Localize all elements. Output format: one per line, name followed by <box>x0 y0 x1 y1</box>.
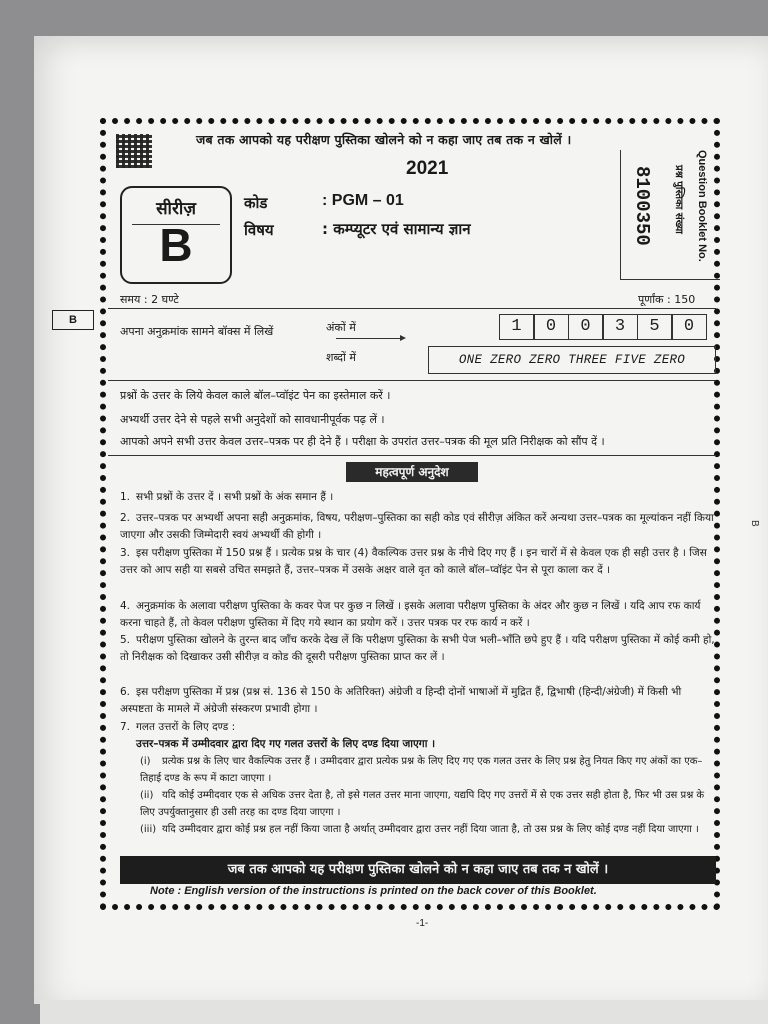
roll-digit[interactable]: 5 <box>637 314 673 340</box>
total-marks: पूर्णांक : 150 <box>638 293 696 306</box>
instruction-text: परीक्षण पुस्तिका खोलने के तुरन्त बाद जाँच करके देख लें कि परीक्षण पुस्तिका के सभी पेज भली–भाँति छपे हुए हैं । यदि परीक्षण पुस्तिका में कोई कमी हो, तो निरीक्षक को दिखाकर उसी सीरीज़ व कोड की दूसरी परीक्षण पुस्तिका प्राप्त कर लें । <box>120 634 715 663</box>
side-series-tab: B <box>52 310 94 330</box>
series-letter: B <box>159 219 193 271</box>
roll-digit[interactable]: 0 <box>671 314 707 340</box>
instruction-number: 3. <box>120 547 131 559</box>
series-box <box>120 186 232 284</box>
qr-code-icon <box>116 134 152 168</box>
instruction-text: उत्तर–पत्रक पर अभ्यर्थी अपना सही अनुक्रमांक, विषय, परीक्षण–पुस्तिका का सही कोड एवं सीरीज़ अंकित करें अन्यथा उत्तर–पत्रक का मूल्यांकन नहीं किया जाएगा और उसकी जिम्मेदारी स्वयं अभ्यर्थी की होगी । <box>120 512 714 541</box>
pre-instruction: अभ्यर्थी उत्तर देने से पहले सभी अनुदेशों को सावधानीपूर्वक पढ़ लें । <box>120 413 385 426</box>
divider <box>108 380 716 381</box>
instruction-text: सभी प्रश्नों के उत्तर दें । सभी प्रश्नों के अंक समान हैं । <box>136 491 334 503</box>
page-edge <box>40 1000 768 1024</box>
important-instructions-banner: महत्वपूर्ण अनुदेश <box>346 462 478 482</box>
penalty-number: (i) <box>140 756 151 767</box>
exam-time: समय : 2 घण्टे <box>120 293 179 306</box>
booklet-label-hi: प्रश्न पुस्तिका संख्या <box>673 165 684 234</box>
instruction-item <box>120 632 716 666</box>
penalty-item <box>140 787 716 821</box>
pre-instruction: आपको अपने सभी उत्तर केवल उत्तर–पत्रक पर ही देने हैं । परीक्षा के उपरांत उत्तर–पत्रक की मूल प्रति निरीक्षक को सौंप दें । <box>120 435 605 448</box>
instruction-item <box>120 598 716 632</box>
subject-label: विषय <box>244 221 274 239</box>
instruction-item <box>120 489 716 506</box>
booklet-number: 8100350 <box>631 166 653 246</box>
penalty-item <box>140 753 716 787</box>
divider <box>108 455 716 456</box>
penalty-title: उत्तर–पत्रक में उम्मीदवार द्वारा दिए गए गलत उत्तरों के लिए दण्ड दिया जाएगा । <box>136 738 436 750</box>
arrow-right-icon <box>336 338 404 339</box>
instruction-item <box>120 684 716 718</box>
booklet-label-en: Question Booklet No. <box>696 150 708 262</box>
instruction-item <box>120 545 716 579</box>
instruction-number: 4. <box>120 600 131 612</box>
instruction-text: इस परीक्षण पुस्तिका में प्रश्न (प्रश्न सं. 136 से 150 के अतिरिक्त) अंग्रेजी व हिन्दी दोनों भाषाओं में मुद्रित हैं, द्विभाषी (हिन्दी/अंग्रेजी) में किसी भी अस्पष्टता के मामले में अंग्रेजी संस्करण प्रभावी होगा । <box>120 686 682 715</box>
penalty-text: यदि उम्मीदवार द्वारा कोई प्रश्न हल नहीं किया जाता है अर्थात् उम्मीदवार द्वारा उत्तर नहीं दिया जाता है, तो उस प्रश्न के लिए कोई दण्ड नहीं दिया जाएगा । <box>162 824 699 835</box>
instruction-text: इस परीक्षण पुस्तिका में 150 प्रश्न हैं । प्रत्येक प्रश्न के चार (4) वैकल्पिक उत्तर प्रश्न के नीचे दिए गए हैं । इन चारों में से केवल एक ही सही उत्तर है । जिस उत्तर को आप सही या सबसे उचित समझते हैं, उत्तर–पत्रक में उसके अक्षर वाले वृत को काले बॉल–प्वॉइंट पेन से पूरा काला कर दें । <box>120 547 707 576</box>
code-label: कोड <box>244 194 268 212</box>
roll-digit[interactable]: 0 <box>533 314 569 340</box>
page-number: -1- <box>416 918 429 929</box>
in-digits-label: अंकों में <box>326 321 356 334</box>
instruction-number: 1. <box>120 491 131 503</box>
roll-instruction: अपना अनुक्रमांक सामने बॉक्स में लिखें <box>120 325 274 338</box>
english-version-note: Note : English version of the instructions is printed on the back cover of this Booklet. <box>150 885 597 897</box>
penalty-number: (iii) <box>140 824 157 835</box>
instruction-number: 7. <box>120 721 131 733</box>
subject-value: : कम्प्यूटर एवं सामान्य ज्ञान <box>322 220 471 238</box>
roll-digit[interactable]: 1 <box>499 314 535 340</box>
penalty-number: (ii) <box>140 790 154 801</box>
pre-instruction: प्रश्नों के उत्तर के लिये केवल काले बॉल–प्वॉइंट पेन का इस्तेमाल करें । <box>120 389 391 402</box>
in-words-label: शब्दों में <box>326 351 356 364</box>
instruction-item <box>120 510 716 544</box>
roll-digit[interactable]: 3 <box>602 314 638 340</box>
instruction-text: अनुक्रमांक के अलावा परीक्षण पुस्तिका के कवर पेज पर कुछ न लिखें । इसके अलावा परीक्षण पुस्तिका के अंदर और कुछ न लिखें । यदि आप रफ कार्य करना चाहते हैं, तो केवल परीक्षण पुस्तिका में दिए गये स्थान का प्रयोग करें । उत्तर पत्रक पर रफ कार्य न करें । <box>120 600 701 629</box>
exam-year: 2021 <box>406 158 449 179</box>
instruction-number: 5. <box>120 634 131 646</box>
top-warning: जब तक आपको यह परीक्षण पुस्तिका खोलने को न कहा जाए तब तक न खोलें । <box>196 132 572 147</box>
penalty-text: प्रत्येक प्रश्न के लिए चार वैकल्पिक उत्तर हैं । उम्मीदवार द्वारा प्रत्येक प्रश्न के लिए दिए गए एक गलत उत्तर के लिए प्रश्न हेतु नियत किए गए अंकों का एक–तिहाई दण्ड के रूप में काटा जाएगा । <box>140 756 703 784</box>
roll-words-field[interactable]: ONE ZERO ZERO THREE FIVE ZERO <box>428 346 716 374</box>
code-value: : PGM – 01 <box>322 192 404 209</box>
instruction-text: गलत उत्तरों के लिए दण्ड : <box>136 721 236 733</box>
series-divider <box>132 224 220 225</box>
instruction-number: 6. <box>120 686 131 698</box>
series-label: सीरीज़ <box>156 199 196 219</box>
roll-digit-boxes <box>500 314 707 340</box>
roll-digit[interactable]: 0 <box>568 314 604 340</box>
instruction-number: 2. <box>120 512 131 524</box>
side-series-mark: B <box>749 520 760 527</box>
divider <box>108 308 716 309</box>
penalty-item <box>140 821 716 838</box>
instruction-item <box>120 719 716 736</box>
penalty-text: यदि कोई उम्मीदवार एक से अधिक उत्तर देता है, तो इसे गलत उत्तर माना जाएगा, यद्यपि दिए गए उत्तरों में से एक उत्तर सही होता है, फिर भी उस प्रश्न के लिए उपर्युक्तानुसार ही उसी तरह का दण्ड दिया जाएगा । <box>140 790 705 818</box>
bottom-warning-bar: जब तक आपको यह परीक्षण पुस्तिका खोलने को न कहा जाए तब तक न खोलें । <box>120 856 716 884</box>
